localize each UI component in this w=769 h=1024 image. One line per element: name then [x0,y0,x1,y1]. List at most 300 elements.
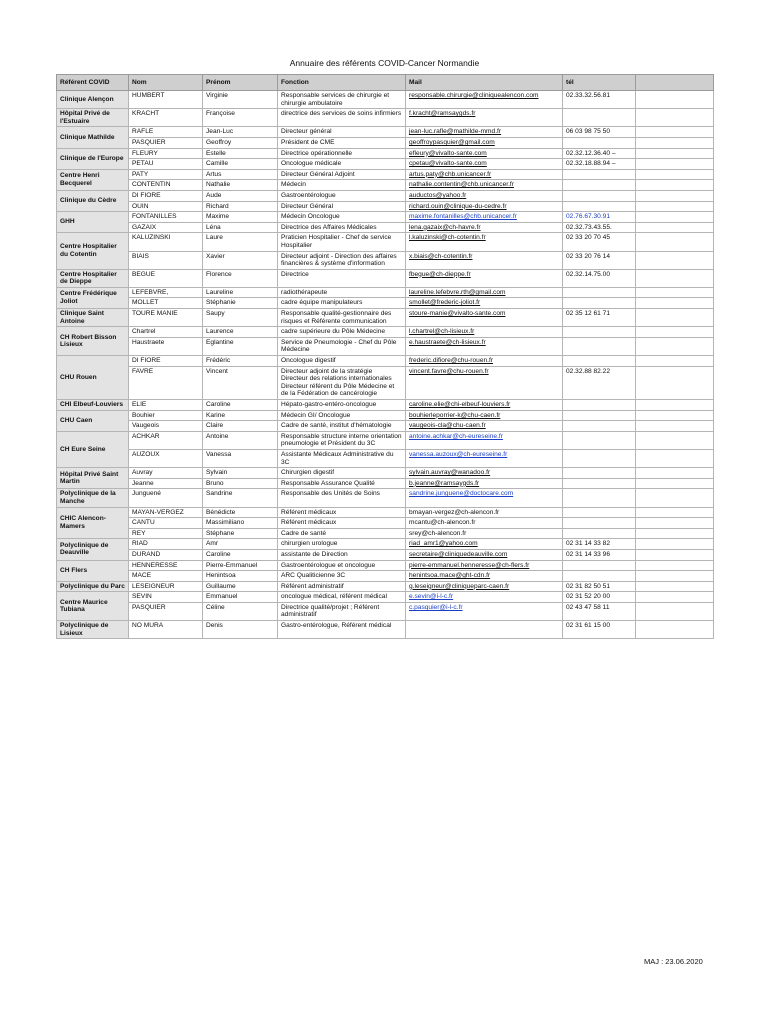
table-row [57,489,714,507]
tel-cell: 02.32.88 82.22 [563,366,636,399]
mail-link[interactable]: e.haustraete@ch-lisieux.fr [406,337,563,355]
nom-cell: Vaugeois [129,421,203,432]
fonction-cell: Directeur Général [278,201,406,212]
nom-cell: DI FIORE [129,190,203,201]
nom-cell: FAVRE [129,366,203,399]
nom-cell: BEGUE [129,269,203,287]
fonction-cell: Oncologue digestif [278,356,406,367]
mail-link[interactable]: sandrine.junguene@doctocare.com [406,489,563,507]
prenom-cell: Laurence [203,327,278,338]
tel-cell [563,137,636,148]
table-row [57,190,714,201]
fonction-cell: Médecin Oncologue [278,212,406,223]
empty-cell [636,518,714,529]
tel-cell [563,400,636,411]
fonction-cell: Gastroentérologue [278,190,406,201]
table-row [57,298,714,309]
mail-link[interactable]: f.kracht@ramsaygds.fr [406,109,563,127]
tel-cell [563,421,636,432]
referent-name: CH Eure Seine [57,431,129,467]
mail-link[interactable]: mcantu@ch-alencon.fr [406,518,563,529]
table-row [57,356,714,367]
prenom-cell: Camille [203,159,278,170]
table-row [57,366,714,399]
table-row [57,400,714,411]
nom-cell: REY [129,528,203,539]
empty-cell [636,127,714,138]
nom-cell: FLEURY [129,148,203,159]
prenom-cell: Nathalie [203,180,278,191]
prenom-cell: Saupy [203,309,278,327]
nom-cell: PASQUIER [129,137,203,148]
mail-link[interactable]: richard.ouin@clinique-du-cedre.fr [406,201,563,212]
tel-cell [563,449,636,467]
header-referent: Référent COVID [57,75,129,91]
mail-link[interactable]: bouhierleporrier-k@chu-caen.fr [406,410,563,421]
tel-cell [563,109,636,127]
table-row [57,327,714,338]
nom-cell: Haustraete [129,337,203,355]
prenom-cell: Céline [203,602,278,620]
table-row [57,148,714,159]
empty-cell [636,337,714,355]
empty-cell [636,298,714,309]
nom-cell: RIAD [129,539,203,550]
mail-link[interactable]: riad_amr1@yahoo.com [406,539,563,550]
prenom-cell: Stéphane [203,528,278,539]
tel-cell [563,169,636,180]
mail-link[interactable]: lena.gazaix@ch-havre.fr [406,222,563,233]
table-row [57,421,714,432]
table-row [57,560,714,571]
fonction-cell: Responsable qualité-gestionnaire des risques et Référente communication [278,309,406,327]
empty-cell [636,581,714,592]
mail-link[interactable]: l.kaluzinski@ch-cotentin.fr [406,233,563,251]
nom-cell: OUIN [129,201,203,212]
mail-link[interactable]: smollet@frederic-joliot.fr [406,298,563,309]
table-row [57,621,714,639]
tel-cell: 02.76.67.30.91 [563,212,636,223]
fonction-cell: Directrice qualité/projet ; Référent administratif [278,602,406,620]
fonction-cell: Référent médicaux [278,518,406,529]
table-row [57,571,714,582]
mail-link[interactable]: efleury@vivalto-sante.com [406,148,563,159]
tel-cell [563,431,636,449]
empty-cell [636,309,714,327]
tel-cell [563,337,636,355]
mail-link[interactable]: artus.paty@chb.unicancer.fr [406,169,563,180]
mail-link[interactable]: antoine.achkar@ch-eureseine.fr [406,431,563,449]
prenom-cell: Léna [203,222,278,233]
mail-link[interactable]: stoure-manie@vivalto-sante.com [406,309,563,327]
prenom-cell: Geoffroy [203,137,278,148]
referent-name: CH Flers [57,560,129,581]
empty-cell [636,478,714,489]
empty-cell [636,251,714,269]
nom-cell: LESEIGNEUR [129,581,203,592]
mail-link[interactable]: bmayan-vergez@ch-alencon.fr [406,507,563,518]
nom-cell: HUMBERT [129,91,203,109]
referent-name: Polyclinique de Lisieux [57,621,129,639]
tel-cell [563,287,636,298]
table-header-row [57,75,714,91]
fonction-cell: ARC Qualiticienne 3C [278,571,406,582]
tel-cell: 02.32.73.43.55. [563,222,636,233]
empty-cell [636,366,714,399]
empty-cell [636,592,714,603]
nom-cell: CONTENTIN [129,180,203,191]
tel-cell: 02 31 61 15 00 [563,621,636,639]
prenom-cell: Guillaume [203,581,278,592]
prenom-cell: Estelle [203,148,278,159]
fonction-cell: Responsable services de chirurgie et chirurgie ambulatoire [278,91,406,109]
mail-link[interactable]: jean-luc.rafle@mathilde-mmd.fr [406,127,563,138]
fonction-cell: radiothérapeute [278,287,406,298]
header-prenom: Prénom [203,75,278,91]
table-row [57,127,714,138]
referent-name: Clinique Mathilde [57,127,129,148]
prenom-cell: Denis [203,621,278,639]
fonction-cell: Président de CME [278,137,406,148]
tel-cell [563,201,636,212]
tel-cell [563,190,636,201]
referent-name: Centre Maurice Tubiana [57,592,129,621]
nom-cell: AUZOUX [129,449,203,467]
fonction-cell: Oncologue médicale [278,159,406,170]
fonction-cell: Hépato-gastro-entéro-oncologue [278,400,406,411]
tel-cell: 02 31 14 33 82 [563,539,636,550]
prenom-cell: Frédéric [203,356,278,367]
table-row [57,201,714,212]
referent-name: Polyclinique de la Manche [57,489,129,507]
mail-link[interactable]: g.leseigneur@cliniqueparc-caen.fr [406,581,563,592]
empty-cell [636,421,714,432]
fonction-cell: Assistante Médicaux Administrative du 3C [278,449,406,467]
tel-cell: 02 35 12 61 71 [563,309,636,327]
prenom-cell: Karine [203,410,278,421]
empty-cell [636,489,714,507]
tel-cell [563,478,636,489]
prenom-cell: Sylvain [203,468,278,479]
table-row [57,602,714,620]
mail-link[interactable]: auductos@yahoo.fr [406,190,563,201]
mail-link[interactable]: henintsoa.mace@ght-cdn.fr [406,571,563,582]
tel-cell: 02 33 20 76 14 [563,251,636,269]
tel-cell [563,180,636,191]
empty-cell [636,400,714,411]
referent-name: Clinique Saint Antoine [57,309,129,327]
fonction-cell: Référent administratif [278,581,406,592]
prenom-cell: Aude [203,190,278,201]
fonction-cell: Gastro-entérologue, Référent médical [278,621,406,639]
table-row [57,233,714,251]
mail-link[interactable]: vanessa.auzoux@ch-eureseine.fr [406,449,563,467]
referent-name: Hôpital Privé de l'Estuaire [57,109,129,127]
referent-name: Centre Hospitalier de Dieppe [57,269,129,287]
empty-cell [636,269,714,287]
empty-cell [636,109,714,127]
tel-cell: 02 33 20 70 45 [563,233,636,251]
prenom-cell: Maxime [203,212,278,223]
empty-cell [636,507,714,518]
referent-name: Centre Hospitalier du Cotentin [57,233,129,269]
referent-name: Centre Henri Becquerel [57,169,129,190]
mail-link[interactable]: cpetau@vivalto-sante.com [406,159,563,170]
tel-cell: 02 31 82 50 51 [563,581,636,592]
empty-cell [636,468,714,479]
empty-cell [636,169,714,180]
prenom-cell: Eglantine [203,337,278,355]
prenom-cell: Caroline [203,549,278,560]
table-row [57,169,714,180]
prenom-cell: Laureline [203,287,278,298]
prenom-cell: Laure [203,233,278,251]
fonction-cell: Cadre de santé, institut d'hématologie [278,421,406,432]
table-row [57,581,714,592]
fonction-cell: Responsable Assurance Qualité [278,478,406,489]
nom-cell: TOURE MANIE [129,309,203,327]
mail-link[interactable]: srey@ch-alencon.fr [406,528,563,539]
prenom-cell: Henintsoa [203,571,278,582]
page-title: Annuaire des référents COVID-Cancer Normandie [289,58,480,68]
fonction-cell: Praticien Hospitalier - Chef de service Hospitalier [278,233,406,251]
fonction-cell: Référent médicaux [278,507,406,518]
fonction-cell: oncologue médical, référent médical [278,592,406,603]
mail-link[interactable]: secretaire@cliniquedeauville.com [406,549,563,560]
mail-link[interactable]: b.jeanne@ramsaygds.fr [406,478,563,489]
empty-cell [636,190,714,201]
table-row [57,549,714,560]
prenom-cell: Bruno [203,478,278,489]
fonction-cell: Service de Pneumologie - Chef du Pôle Médecine [278,337,406,355]
prenom-cell: Françoise [203,109,278,127]
tel-cell [563,560,636,571]
referent-name: Clinique de l'Europe [57,148,129,169]
prenom-cell: Claire [203,421,278,432]
referent-name: GHH [57,212,129,233]
empty-cell [636,621,714,639]
table-row [57,507,714,518]
prenom-cell: Bénédicte [203,507,278,518]
fonction-cell: chirurgien urologue [278,539,406,550]
referent-name: Centre Frédérique Joliot [57,287,129,308]
nom-cell: FONTANILLES [129,212,203,223]
prenom-cell: Stéphanie [203,298,278,309]
empty-cell [636,159,714,170]
nom-cell: ACHKAR [129,431,203,449]
table-row [57,449,714,467]
tel-cell: 02 43 47 58 11 [563,602,636,620]
tel-cell: 06 03 98 75 50 [563,127,636,138]
nom-cell: GAZAIX [129,222,203,233]
referents-table [56,74,714,639]
prenom-cell: Massimiliano [203,518,278,529]
table-row [57,410,714,421]
empty-cell [636,327,714,338]
mail-link[interactable]: pierre-emmanuel.henneresse@ch-flers.fr [406,560,563,571]
nom-cell: Bouhier [129,410,203,421]
tel-cell [563,571,636,582]
empty-cell [636,233,714,251]
tel-cell: 02.32.18.88.94 – [563,159,636,170]
tel-cell: 02.32.14.75.00 [563,269,636,287]
mail-link[interactable]: nathalie.contentin@chb.unicancer.fr [406,180,563,191]
nom-cell: Auvray [129,468,203,479]
prenom-cell: Pierre-Emmanuel [203,560,278,571]
referent-name: CHIC Alencon-Mamers [57,507,129,539]
referent-name: CH Robert Bisson Lisieux [57,327,129,356]
nom-cell: CANTU [129,518,203,529]
header-empty [636,75,714,91]
empty-cell [636,549,714,560]
table-row [57,137,714,148]
empty-cell [636,222,714,233]
empty-cell [636,287,714,298]
table-row [57,269,714,287]
tel-cell: 02 31 14 33 96 [563,549,636,560]
nom-cell: PASQUIER [129,602,203,620]
tel-cell [563,528,636,539]
referent-name: Polyclinique de Deauville [57,539,129,560]
prenom-cell: Emmanuel [203,592,278,603]
update-date: MAJ : 23.06.2020 [644,957,703,966]
prenom-cell: Antoine [203,431,278,449]
prenom-cell: Xavier [203,251,278,269]
fonction-cell: assistante de Direction [278,549,406,560]
tel-cell [563,507,636,518]
nom-cell: NO MURA [129,621,203,639]
nom-cell: BIAIS [129,251,203,269]
fonction-cell: Responsable des Unités de Soins [278,489,406,507]
prenom-cell: Sandrine [203,489,278,507]
empty-cell [636,137,714,148]
empty-cell [636,410,714,421]
table-row [57,478,714,489]
referent-name: Clinique du Cèdre [57,190,129,211]
tel-cell [563,410,636,421]
referent-name: CHU Caen [57,410,129,431]
tel-cell [563,327,636,338]
nom-cell: KRACHT [129,109,203,127]
empty-cell [636,201,714,212]
table-row [57,337,714,355]
prenom-cell: Jean-Luc [203,127,278,138]
fonction-cell: Directeur adjoint de la stratégie Directeur des relations internationales Directeur référent du Pôle Médecine et de la Fédération de cancérologie [278,366,406,399]
mail-link[interactable]: caroline.elie@chi-elbeuf-louviers.fr [406,400,563,411]
table-body [57,91,714,639]
nom-cell: Chartrel [129,327,203,338]
prenom-cell: Amr [203,539,278,550]
mail-link[interactable]: frederic.difiore@chu-rouen.fr [406,356,563,367]
table-row [57,431,714,449]
nom-cell: Jeanne [129,478,203,489]
table-row [57,222,714,233]
table-row [57,251,714,269]
table-row [57,212,714,223]
table-row [57,91,714,109]
tel-cell: 02 31 52 20 00 [563,592,636,603]
prenom-cell: Vanessa [203,449,278,467]
tel-cell [563,468,636,479]
empty-cell [636,91,714,109]
table-row [57,309,714,327]
mail-link[interactable]: vaugeois-cla@chu-caen.fr [406,421,563,432]
mail-link[interactable]: maxime.fontanilles@chb.unicancer.fr [406,212,563,223]
nom-cell: LEFEBVRE, [129,287,203,298]
fonction-cell: directrice des services de soins infirmiers [278,109,406,127]
mail-link[interactable]: e.sevin@i-l-c.fr [406,592,563,603]
header-nom: Nom [129,75,203,91]
referent-name: Polyclinique du Parc [57,581,129,592]
prenom-cell: Richard [203,201,278,212]
tel-cell [563,518,636,529]
mail-link[interactable]: sylvain.auvray@wanadoo.fr [406,468,563,479]
referent-name: CHI Elbeuf-Louviers [57,400,129,411]
fonction-cell: Cadre de santé [278,528,406,539]
nom-cell: MACE [129,571,203,582]
nom-cell: PATY [129,169,203,180]
table-row [57,592,714,603]
table-row [57,518,714,529]
nom-cell: MOLLET [129,298,203,309]
mail-link[interactable]: laureline.lefebvre.rth@gmail.com [406,287,563,298]
table-row [57,109,714,127]
mail-link[interactable]: l.chartrel@ch-lisieux.fr [406,327,563,338]
table-row [57,287,714,298]
fonction-cell: Chirurgien digestif [278,468,406,479]
fonction-cell: cadre équipe manipulateurs [278,298,406,309]
mail-link[interactable]: geoffroypasquier@gmail.com [406,137,563,148]
nom-cell: Junguené [129,489,203,507]
nom-cell: SEVIN [129,592,203,603]
prenom-cell: Artus [203,169,278,180]
nom-cell: MAYAN-VERGEZ [129,507,203,518]
mail-link[interactable]: fbegue@ch-dieppe.fr [406,269,563,287]
empty-cell [636,356,714,367]
fonction-cell: Directrice des Affaires Médicales [278,222,406,233]
empty-cell [636,560,714,571]
empty-cell [636,212,714,223]
table-row [57,528,714,539]
mail-link[interactable]: vincent.favre@chu-rouen.fr [406,366,563,399]
tel-cell: 02.32.12.36.40 – [563,148,636,159]
empty-cell [636,180,714,191]
nom-cell: PETAU [129,159,203,170]
fonction-cell: Responsable structure interne orientation pneumologie et Président du 3C [278,431,406,449]
header-tel: tél [563,75,636,91]
referent-name: CHU Rouen [57,356,129,400]
table-row [57,180,714,191]
nom-cell: RAFLE [129,127,203,138]
referent-name: Clinique Alençon [57,91,129,109]
mail-link[interactable]: responsable.chirurgie@cliniquealencon.com [406,91,563,109]
nom-cell: HENNERESSE [129,560,203,571]
referent-name: Hôpital Privé Saint Martin [57,468,129,489]
empty-cell [636,602,714,620]
fonction-cell: Directeur Général Adjoint [278,169,406,180]
mail-link [406,621,563,639]
fonction-cell: Directrice [278,269,406,287]
tel-cell [563,489,636,507]
empty-cell [636,528,714,539]
fonction-cell: Gastroentérologue et oncologue [278,560,406,571]
tel-cell [563,298,636,309]
table-row [57,159,714,170]
mail-link[interactable]: c.pasquier@i-l-c.fr [406,602,563,620]
mail-link[interactable]: x.biais@ch-cotentin.fr [406,251,563,269]
empty-cell [636,431,714,449]
header-mail: Mail [406,75,563,91]
